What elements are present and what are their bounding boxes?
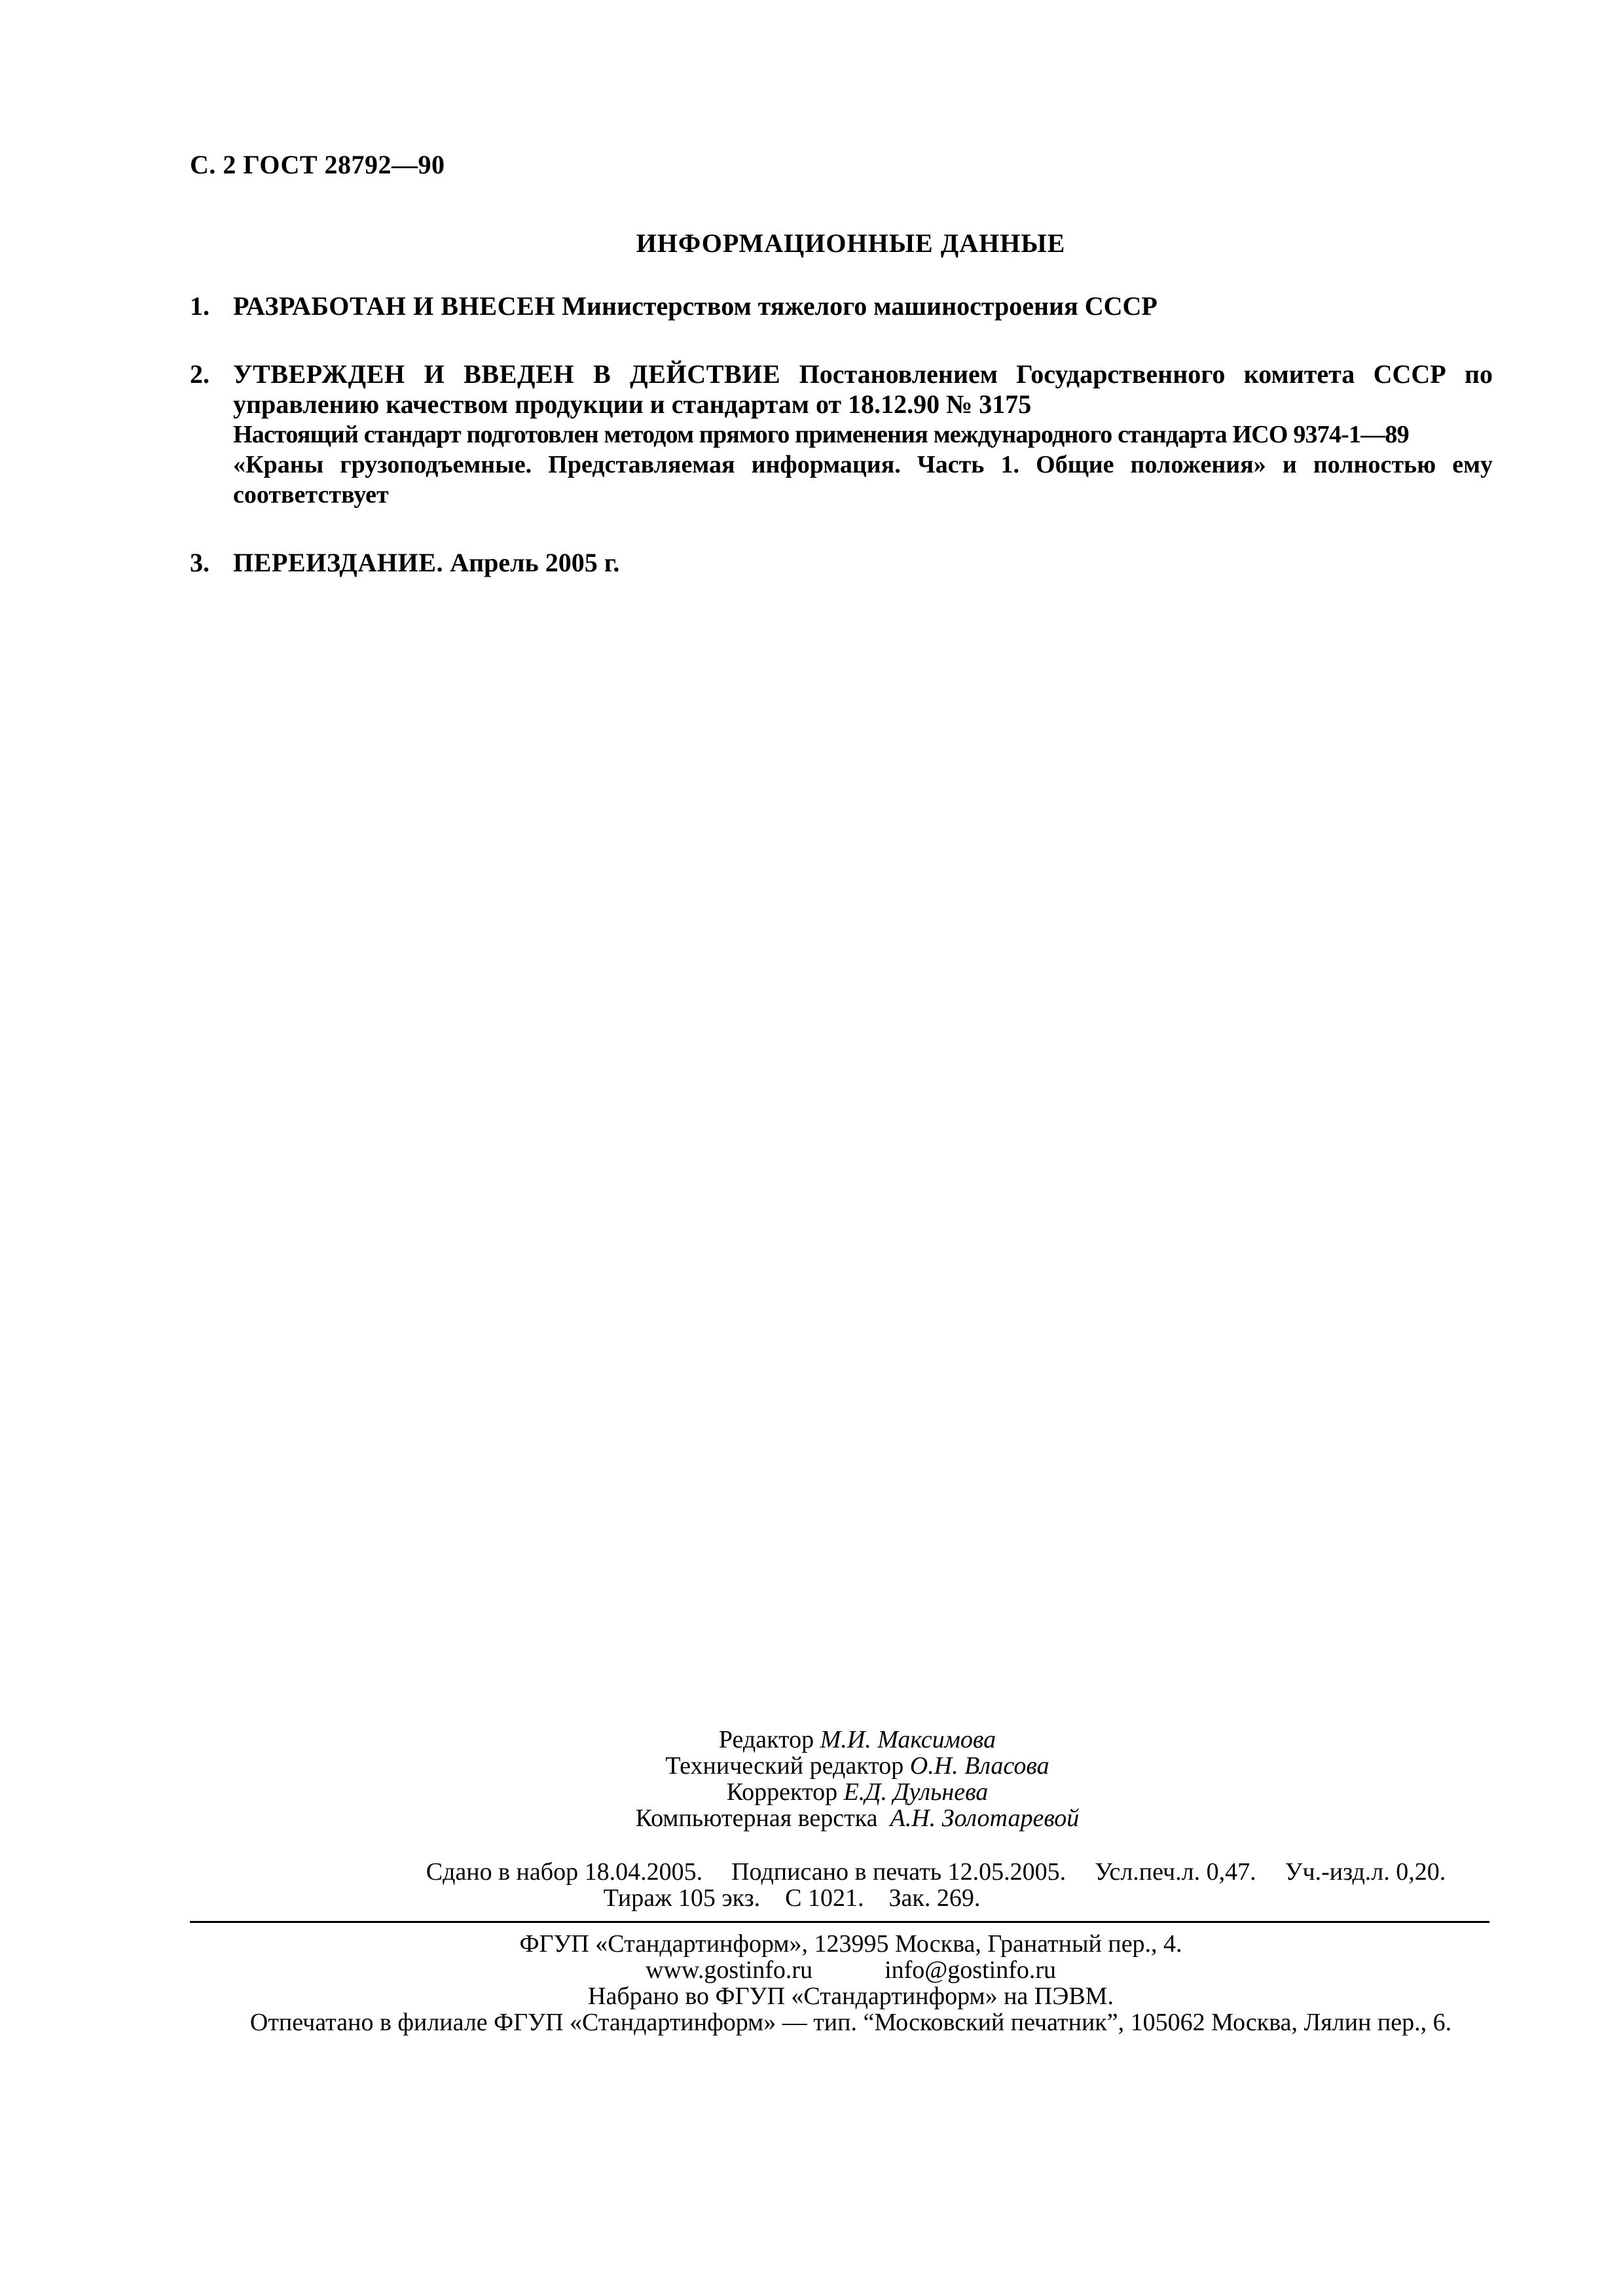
publisher-contacts: [79, 1957, 1623, 1983]
divider-rule: [190, 1921, 1489, 1923]
section-title: ИНФОРМАЦИОННЫЕ ДАННЫЕ: [636, 228, 1066, 258]
item-text: Министерством тяжелого машиностроения СССР: [555, 291, 1158, 321]
info-item-1: [190, 291, 1493, 321]
item-body: [233, 359, 1493, 510]
item-text: Апрель 2005 г.: [443, 548, 620, 577]
staff-name: О.Н. Власова: [909, 1752, 1049, 1780]
staff-role: Редактор: [718, 1726, 814, 1753]
print-info-row-1: [249, 1859, 1623, 1885]
item-lead: ПЕРЕИЗДАНИЕ.: [233, 548, 444, 577]
staff-name: А.Н. Золотаревой: [890, 1804, 1080, 1832]
print-info-row-2: [249, 1885, 1623, 1911]
editorial-staff: [0, 1727, 1623, 1831]
publishing-sheets: Уч.-изд.л. 0,20.: [1285, 1858, 1446, 1886]
publisher-email: info@gostinfo.ru: [884, 1956, 1056, 1984]
staff-role: Компьютерная верстка: [635, 1804, 878, 1832]
print-info: [0, 1859, 1623, 1911]
item-lead: РАЗРАБОТАН И ВНЕСЕН: [233, 291, 556, 321]
page-header: С. 2 ГОСТ 28792—90: [190, 150, 445, 179]
printing-note: Отпечатано в филиале ФГУП «Стандартинформ» — тип. “Московский печатник”, 105062 Москва, Лялин пер., 6.: [249, 2009, 1452, 2036]
staff-line-proofreader: [92, 1779, 1623, 1805]
item-note-rest: «Краны грузоподъемные. Представляемая информация. Часть 1. Общие положения» и полностью ему соответствует: [233, 451, 1493, 509]
signed-date: Подписано в печать 12.05.2005.: [731, 1858, 1067, 1886]
staff-role: Технический редактор: [665, 1752, 904, 1780]
staff-role: Корректор: [726, 1778, 838, 1806]
publisher-address: ФГУП «Стандартинформ», 123995 Москва, Гранатный пер., 4.: [519, 1930, 1182, 1958]
staff-line-layout: [92, 1805, 1623, 1831]
submitted-date: Сдано в набор 18.04.2005.: [426, 1858, 703, 1886]
staff-line-editor: [92, 1727, 1623, 1753]
order-number: Зак. 269.: [888, 1884, 981, 1912]
item-number: 3.: [190, 548, 210, 577]
item-text: Постановлением Государственного комитета СССР по: [780, 359, 1493, 389]
item-lead: УТВЕРЖДЕН И ВВЕДЕН В ДЕЙСТВИЕ: [233, 359, 781, 389]
staff-line-tech-editor: [92, 1753, 1623, 1779]
item-text-continued: управлению качеством продукции и стандартам от 18.12.90 № 3175: [233, 389, 1032, 419]
info-item-2: [190, 359, 1493, 510]
staff-name: Е.Д. Дульнева: [843, 1778, 989, 1806]
print-run: Тираж 105 экз.: [603, 1884, 761, 1912]
item-body: [233, 548, 1493, 578]
item-number: 1.: [190, 291, 210, 321]
info-items-list: [190, 291, 1493, 616]
item-note-first-line: Настоящий стандарт подготовлен методом прямого применения международного стандарта ИСО 9374-1—89: [233, 421, 1409, 448]
item-number: 2.: [190, 359, 210, 389]
print-code: С 1021.: [785, 1884, 864, 1912]
publisher-info: [0, 1931, 1623, 2036]
info-item-3: [190, 548, 1493, 578]
typesetting-note: Набрано во ФГУП «Стандартинформ» на ПЭВМ.: [588, 1982, 1114, 2010]
staff-name: М.И. Максимова: [820, 1726, 996, 1753]
printed-sheets: Усл.печ.л. 0,47.: [1095, 1858, 1256, 1886]
item-body: [233, 291, 1493, 321]
publisher-website: www.gostinfo.ru: [646, 1956, 813, 1984]
